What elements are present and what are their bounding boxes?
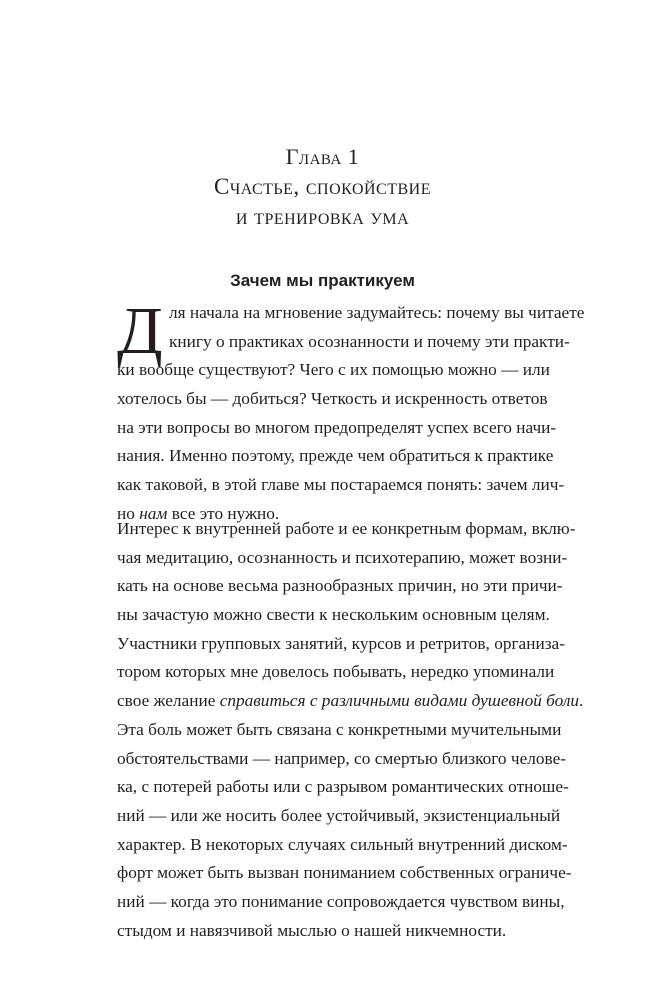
paragraph-line: стыдом и навязчивой мыслью о нашей никчемности. xyxy=(117,920,507,940)
paragraph-line: Участники групповых занятий, курсов и ретритов, организа- xyxy=(117,633,565,653)
paragraph-line: ки вообще существуют? Чего с их помощью можно — или xyxy=(117,360,550,380)
paragraph-line: ны зачастую можно свести к нескольким основным целям. xyxy=(117,605,550,625)
chapter-title xyxy=(0,172,645,232)
paragraph-line: чая медитацию, осознанность и психотерапию, может возни- xyxy=(117,547,568,567)
paragraph-line: на эти вопросы во многом предопределят успех всего начи- xyxy=(117,417,557,437)
paragraph-line: обстоятельствами — например, со смертью близкого челове- xyxy=(117,748,566,768)
section-heading: Зачем мы практикуем xyxy=(230,271,415,290)
paragraph-line: ля начала на мгновение задумайтесь: почему вы читаете xyxy=(169,303,585,322)
paragraph-line: нания. Именно поэтому, прежде чем обратиться к практике xyxy=(117,446,554,466)
paragraph-line: Эта боль может быть связана с конкретными мучительными xyxy=(117,719,562,739)
paragraph-line: тором которых мне довелось побывать, нередко упоминали xyxy=(117,662,555,682)
paragraph-line: ний — когда это понимание сопровождается чувством вины, xyxy=(117,891,565,911)
text-run: . xyxy=(579,691,584,711)
paragraph-line: ка, с потерей работы или с разрывом романтических отноше- xyxy=(117,777,569,797)
paragraph-line: Интерес к внутренней работе и ее конкретным формам, вклю- xyxy=(117,519,576,538)
text-run: все это нужно. xyxy=(167,503,280,523)
paragraph-line: книгу о практиках осознанности и почему эти практи- xyxy=(169,331,570,351)
paragraph-line: хотелось бы — добиться? Четкость и искренность ответов xyxy=(117,389,548,409)
text-run: но xyxy=(117,503,140,523)
paragraph-line: ний — или же носить более устойчивый, экзистенциальный xyxy=(117,805,561,825)
paragraph-line xyxy=(117,687,584,716)
chapter-title-line-1: Счастье, спокойствие xyxy=(213,174,431,199)
chapter-label: Глава 1 xyxy=(285,144,360,169)
drop-cap: Д xyxy=(117,294,163,368)
paragraph-2 xyxy=(117,515,584,945)
paragraph-line: как таковой, в этой главе мы постараемся понять: зачем лич- xyxy=(117,475,565,495)
emphasis: справиться с различными видами душевной боли xyxy=(219,691,580,711)
chapter-title-line-2: и тренировка ума xyxy=(235,204,410,229)
text-run: свое желание xyxy=(117,691,220,711)
paragraph-line: характер. В некоторых случаях сильный внутренний диском- xyxy=(117,834,568,854)
emphasis: нам xyxy=(139,503,168,523)
paragraph-line: форт может быть вызван пониманием собственных ограниче- xyxy=(117,863,572,883)
paragraph-line: кать на основе весьма разнообразных причин, но эти причи- xyxy=(117,576,563,596)
